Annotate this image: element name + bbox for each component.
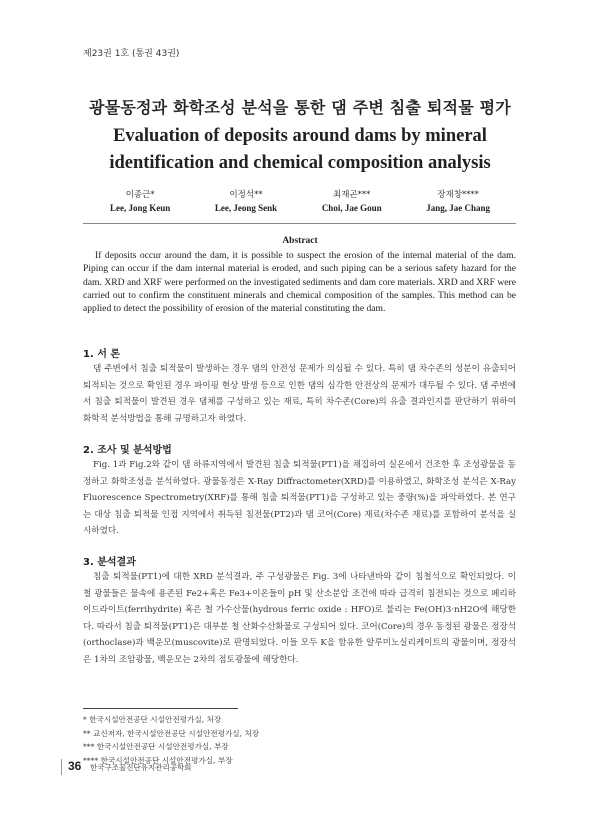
title-korean: 광물동정과 화학조성 분석을 통한 댐 주변 침출 퇴적물 평가 [89,98,511,117]
author-name-korean: 이정석** [229,190,263,200]
author [426,189,490,215]
section-body-methods: Fig. 1과 Fig.2와 같이 댐 하류지역에서 발견된 침출 퇴적물(PT1)을 채집하여 실온에서 건조한 후 조성광물을 동정하고 화학조성을 분석하였다. 광물동정은 X-Ray Diffractometer(XRD)를 이용하였고, 화학조성 분석은 X-Ray Fluorescence Spectrometry(XRF)를 통해 침출 퇴적물(PT1)을 구성하고 있는 중량(%)을 파악하였다. 본 연구는 대상 침출 퇴적물 인접 지역에서 취득된 침전물(PT2)과 댐 코어(Core) 재료(차수존 재료)를 포함하여 분석을 실시하였다. [83,460,516,537]
section-heading-methods: 2. 조사 및 분석방법 [83,445,172,456]
page-number: 36 [68,759,82,773]
journal-name: 한국구조물진단유지관리공학회 [90,763,192,772]
footnote: ** 교신저자, 한국시설안전공단 시설안전평가실, 처장 [83,728,260,738]
section-body-introduction: 댐 주변에서 침출 퇴적물이 발생하는 경우 댐의 안전성 문제가 의심될 수 있다. 특히 댐 차수존의 성분이 유출되어 퇴적되는 것으로 확인된 경우 파이핑 현상 발생 등으로 인한 댐의 심각한 안전상의 문제가 대두될 수 있다. 댐 주변에서 침출 퇴적물이 발견된 경우 댐체를 구성하고 있는 재료, 특히 차수존(Core)의 유출 결과인지를 판단하기 위하여 화학적 분석방법을 통해 규명하고자 하였다. [83,364,516,424]
author-name-korean: 최재곤*** [333,190,371,200]
title-divider [83,223,516,224]
section-heading-introduction: 1. 서 론 [83,349,121,360]
author [322,189,382,215]
author-name-korean: 이종근* [125,190,155,200]
footer-divider [61,759,62,775]
footnote: * 한국시설안전공단 시설안전평가실, 처장 [83,715,222,724]
abstract-text: If deposits occur around the dam, it is possible to suspect the erosion of the internal material of the dam. Piping can occur if the dam internal material is eroded, and such piping can be a serious safety hazard for the dam. XRD and XRF were performed on the investigated sediments and dam core materials. XRD and XRF were carried out to confirm the constituent minerals and chemical composition of the samples. This method can be applied to detect the possibility of erosion of the material constituting the dam. [83,250,516,315]
footnote: *** 한국시설안전공단 시설안전평가실, 부장 [83,742,229,752]
footnote-divider [83,708,238,709]
section-body-results: 침출 퇴적물(PT1)에 대한 XRD 분석결과, 주 구성광물은 Fig. 3에 나타낸바와 같이 침철석으로 확인되었다. 이 철 광물들은 물속에 용존된 Fe2+혹은 Fe3+이온들이 pH 및 산소분압 조건에 따라 급격히 침전되는 것으로 페리하이드라이트(ferrihydrite) 혹은 철 가수산물(hydrous ferric oxide : HFO)로 불리는 Fe(OH)3·nH2O에 해당한다. 따라서 침출 퇴적물(PT1)은 대부분 철 산화수산화물로 구성되어 있다. 코어(Core)의 경우 동정된 광물은 정장석(orthoclase)과 백운모(muscovite)로 판명되었다. 이들 모두 K을 함유한 알루미노실리케이트의 광물이며, 정장석은 1차의 조암광물, 백운모는 2차의 점토광물에 해당한다. [83,572,516,665]
author-name-english: Jang, Jae Chang [426,203,490,213]
author-name-english: Lee, Jong Keun [110,203,171,213]
author-name-english: Lee, Jeong Senk [214,203,278,213]
author [110,189,170,215]
author-list [110,189,490,215]
footnote: **** 한국시설안전공단 시설안전평가실, 부장 [83,755,233,765]
author-name-korean: 장재창**** [437,190,479,200]
author-name-english: Choi, Jae Goun [321,203,382,213]
section-heading-results: 3. 분석결과 [83,557,136,568]
issue-header: 제23권 1호 (통권 43권) [83,49,180,59]
title-english: Evaluation of deposits around dams by mineral identification and chemical composition analysis [109,126,491,173]
author [215,189,277,215]
abstract-heading: Abstract [282,236,318,246]
footnotes [83,713,259,767]
